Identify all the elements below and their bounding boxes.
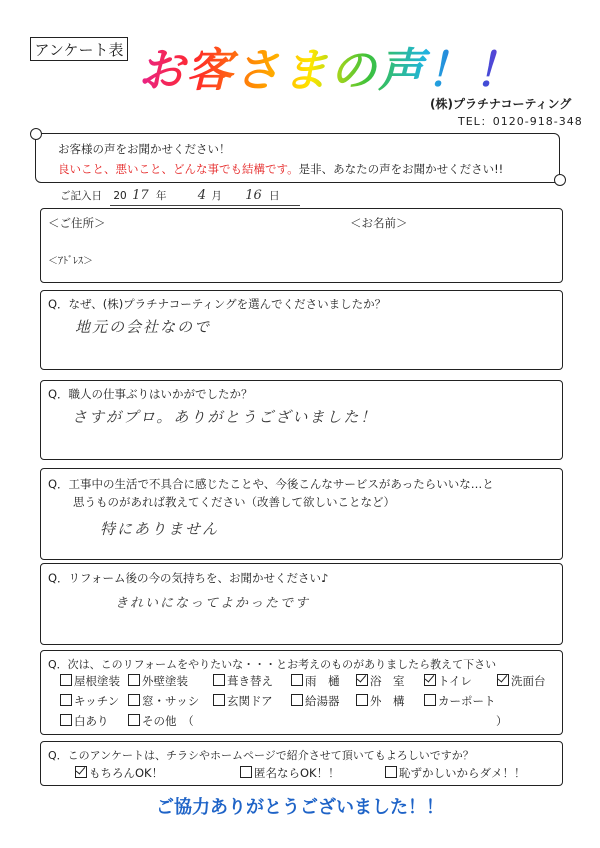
reform-option[interactable]	[356, 673, 405, 689]
thanks-message: ご協力ありがとうございました！！	[156, 797, 444, 818]
date-label: ご記入日	[60, 190, 102, 202]
reform-option[interactable]	[128, 693, 199, 709]
reform-option-label: 外壁塗装	[142, 674, 188, 688]
reform-option-label: 窓・サッシ	[142, 694, 200, 708]
reform-option-label: カーポート	[438, 694, 496, 708]
date-month-unit: 月	[211, 190, 222, 202]
customer-info-box	[40, 208, 563, 283]
reform-option[interactable]	[291, 693, 340, 709]
reform-option[interactable]	[60, 693, 119, 709]
checkbox[interactable]	[424, 674, 436, 686]
checkbox[interactable]	[356, 674, 368, 686]
checkbox[interactable]	[356, 694, 368, 706]
checkbox[interactable]	[128, 714, 140, 726]
email-label: ＜ｱﾄﾞﾚｽ＞	[48, 256, 93, 267]
publish-option[interactable]	[240, 765, 340, 781]
company-tel: TEL：0120-918-348	[458, 115, 583, 128]
intro-red-text: 良いこと、悪いこと、どんな事でも結構です。	[58, 162, 299, 176]
question-2-text: Q．職人の仕事ぶりはいかがでしたか？	[48, 387, 253, 401]
reform-option-label: トイレ	[438, 674, 472, 688]
survey-tag: アンケート表	[30, 37, 128, 61]
scroll-curl-icon	[30, 128, 42, 140]
publish-option-label: 匿名ならOK！！	[254, 766, 340, 780]
question-4-text: Q．リフォーム後の今の気持ちを、お聞かせください♪	[48, 571, 329, 585]
reform-option[interactable]	[497, 673, 546, 689]
question-1-text: Q．なぜ、(株)プラチナコーティングを選んでくださいましたか？	[48, 297, 387, 311]
reform-option[interactable]	[356, 693, 405, 709]
checkbox[interactable]	[213, 674, 225, 686]
reform-option-label: 葺き替え	[227, 674, 273, 688]
checkbox[interactable]	[60, 694, 72, 706]
reform-option-label: キッチン	[74, 694, 120, 708]
reform-option-label: 給湯器	[305, 694, 340, 708]
publish-option[interactable]	[75, 765, 163, 781]
answer-1[interactable]: 地元の会社なので	[75, 318, 212, 336]
reform-option[interactable]	[60, 673, 120, 689]
checkbox[interactable]	[291, 674, 303, 686]
reform-option[interactable]	[424, 693, 496, 709]
reform-option-label: 雨 樋	[305, 674, 340, 688]
reform-option[interactable]	[128, 713, 194, 729]
checkbox[interactable]	[424, 694, 436, 706]
checkbox[interactable]	[385, 766, 397, 778]
date-underline	[110, 205, 300, 206]
date-year-prefix: 20	[113, 190, 127, 202]
reform-question: Q．次は、このリフォームをやりたいな・・・とお考えのものがありましたら教えて下さい	[48, 658, 497, 671]
date-day[interactable]: 16	[245, 188, 262, 203]
publish-option-label: 恥ずかしいからダメ！！	[399, 766, 526, 780]
checkbox[interactable]	[60, 674, 72, 686]
checkbox[interactable]	[497, 674, 509, 686]
reform-option[interactable]	[213, 673, 273, 689]
answer-2[interactable]: さすがプロ。ありがとうございました！	[72, 408, 378, 426]
answer-4[interactable]: きれいになってよかったです	[115, 596, 311, 611]
reform-option-label: 浴 室	[370, 674, 405, 688]
checkbox[interactable]	[240, 766, 252, 778]
reform-option[interactable]	[60, 713, 109, 729]
intro-line-2	[58, 161, 503, 177]
reform-option-label: 玄関ドア	[227, 694, 273, 708]
checkbox[interactable]	[75, 766, 87, 778]
address-label: ＜ご住所＞	[48, 216, 106, 230]
reform-option-label: 洗面台	[511, 674, 546, 688]
checkbox[interactable]	[128, 694, 140, 706]
reform-option-label: その他 （	[142, 714, 194, 728]
scroll-curl-icon	[554, 174, 566, 186]
name-label: ＜お名前＞	[350, 216, 408, 230]
date-month[interactable]: 4	[197, 188, 207, 203]
date-day-unit: 日	[269, 190, 280, 202]
intro-black-text: 是非、あなたの声をお聞かせください!!	[298, 162, 504, 176]
question-3-text-2: 思うものがあれば教えてください（改善して欲しいことなど）	[73, 495, 395, 509]
reform-option-label: 屋根塗装	[74, 674, 120, 688]
reform-option[interactable]	[424, 673, 472, 689]
reform-option-label: 外 構	[370, 694, 405, 708]
date-year[interactable]: 17	[132, 188, 149, 203]
reform-option[interactable]	[128, 673, 188, 689]
reform-option[interactable]	[291, 673, 340, 689]
intro-line-1: お客様の声をお聞かせください！	[58, 142, 231, 156]
publish-option-label: もちろんOK！	[89, 766, 164, 780]
company-name: (株)プラチナコーティング	[430, 97, 572, 111]
reform-option-label: 白あり	[74, 714, 109, 728]
publish-option[interactable]	[385, 765, 526, 781]
date-year-unit: 年	[155, 190, 167, 202]
question-3-text: Q．工事中の生活で不具合に感じたことや、今後こんなサービスがあったらいいな…と	[48, 477, 494, 491]
page-title: お客さまの声！！	[138, 34, 522, 100]
checkbox[interactable]	[128, 674, 140, 686]
publish-question: Q．このアンケートは、チラシやホームページで紹介させて頂いてもよろしいですか？	[48, 749, 474, 762]
answer-3[interactable]: 特にありません	[100, 520, 220, 538]
checkbox[interactable]	[291, 694, 303, 706]
reform-option[interactable]	[213, 693, 273, 709]
other-close-paren: ）	[496, 714, 508, 728]
checkbox[interactable]	[60, 714, 72, 726]
date-row	[60, 188, 280, 203]
checkbox[interactable]	[213, 694, 225, 706]
